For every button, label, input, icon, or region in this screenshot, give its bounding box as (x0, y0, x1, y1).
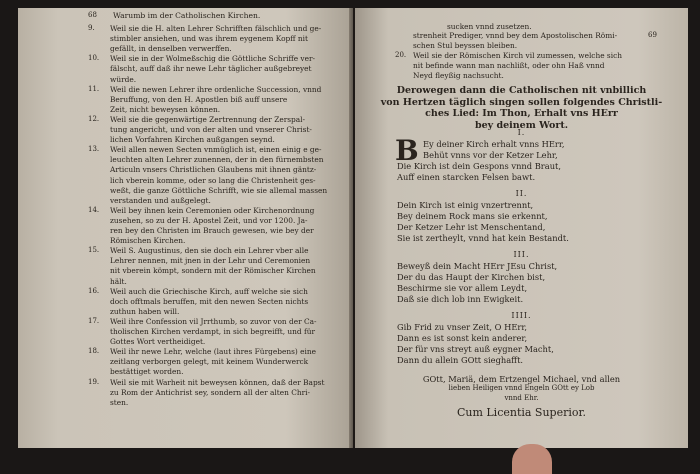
song-heading-line: Derowegen dann die Catholischen nit vnbillich (396, 85, 647, 96)
verse-line: Gib Frid zu vnser Zeit, O HErr, (397, 322, 528, 332)
item-number: 10. (88, 54, 100, 63)
thumb (512, 444, 552, 474)
text-line: Gottes Wort vertheidiget. (110, 337, 206, 347)
text-line: leuchten alten Lehrer zunennen, der in den fürnembsten (110, 155, 324, 165)
verse-line: Der für vns streyt auß eygner Macht, (397, 344, 554, 354)
item-number: 9. (88, 24, 95, 32)
verse-line: Der Ketzer Lehr ist Menschentand, (397, 222, 546, 232)
text-line: Weil sie in der Wolmeßschig die Göttliche Schriffe ver- (110, 54, 316, 64)
song-heading-line: bey deinem Wort. (474, 119, 569, 131)
item-number: 13. (88, 145, 100, 154)
verse-line: Bey deinem Rock mans sie erkennt, (397, 211, 548, 221)
item-number: 17. (88, 316, 100, 325)
text-line: Weil sie die H. alten Lehrer Schrifften fälschlich und ge- (110, 24, 322, 33)
text-line: ren bey den Christen im Brauch gewesen, wie bey der (110, 226, 314, 235)
text-line: strenheit Prediger, vnnd bey dem Apostolischen Römi- (413, 31, 618, 40)
stanza-numeral: I. (517, 128, 526, 137)
verse-line: Dein Kirch ist einig vnzertrennt, (397, 200, 534, 210)
song-heading-line: von Hertzen täglich singen sollen folgendes Christli- (380, 96, 663, 108)
text-line: verstanden und außgelegt. (110, 195, 211, 205)
text-line: Weil bey ihnen kein Ceremonien oder Kirchenordnung (110, 205, 315, 215)
verse-line: Beweyß dein Macht HErr JEsu Christ, (397, 261, 558, 271)
item-number: 12. (88, 114, 100, 123)
text-line: Weil allen newen Secten vnmüglich ist, einen einig e ge- (110, 145, 322, 155)
text-line: hält. (110, 276, 127, 286)
song-heading-line: ches Lied: Im Thon, Erhalt vns HErr (425, 108, 618, 119)
verse-line: Dann du allein GOtt sieghafft. (397, 355, 524, 365)
text-line: würde. (110, 74, 137, 84)
text-line: zusehen, so zu der H. Apostel Zeit, und vor 1200. Ja- (110, 215, 308, 225)
text-line: Weil ihre Confession vil Jrrthumb, so zuvor von der Ca- (110, 316, 317, 326)
page-number-left: 68 (88, 11, 97, 19)
running-header-left: Warumb im der Catholischen Kirchen. (113, 11, 261, 20)
text-line: Weil S. Augustinus, den sie doch ein Lehrer vber alle (110, 246, 309, 256)
text-line: gefällt, in denselben verwerffen. (110, 44, 232, 54)
drop-cap: B (395, 134, 419, 167)
text-line: nit befinde wann man nachlißt, oder ohn Haß vnnd (413, 61, 605, 70)
item-number: 18. (88, 347, 100, 356)
verse-line: Der du das Haupt der Kirchen bist, (397, 272, 546, 282)
text-line: Weil die newen Lehrer ihre ordenliche Succession, vnnd (110, 84, 322, 94)
license-line: Cum Licentia Superior. (456, 406, 587, 419)
text-line: Articuln vnsers Christlichen Glaubens mit ihnen gäntz- (110, 165, 317, 175)
item-number: 15. (88, 246, 100, 255)
stanza-numeral: II. (515, 189, 528, 198)
verse-line: Daß sie dich lob inn Ewigkeit. (397, 294, 524, 304)
open-book (18, 8, 688, 460)
text-line: Weil auch die Griechische Kirch, auff welche sie sich (110, 286, 308, 296)
verse-line: Ey deiner Kirch erhalt vnns HErr, (423, 139, 565, 149)
text-line: lichen Vorfahren Kirchen außgangen seynd. (110, 135, 275, 145)
doxology-line: vnnd Ehr. (504, 394, 539, 402)
item-number: 20. (395, 51, 407, 59)
text-line: zeitlang verborgen gelegt, mit keinem Wunderwerck (110, 357, 309, 367)
doxology-line: GOtt, Mariä, dem Ertzengel Michael, vnd allen (422, 374, 621, 384)
text-line: Weil sie die gegenwärtige Zertrennung der Zerspal- (110, 114, 306, 124)
item-number: 14. (88, 205, 100, 214)
text-line: sten. (110, 397, 129, 407)
text-line: Römischen Kirchen. (110, 236, 186, 246)
text-line: bestättiget worden. (110, 367, 184, 377)
left-page (18, 8, 353, 448)
stanza-numeral: IIII. (511, 311, 532, 320)
page-number-right: 69 (648, 31, 657, 39)
text-line: Weil sie der Römischen Kirch vil zumessen, welche sich (413, 51, 622, 60)
verse-line: Beschirme sie vor allem Leydt, (397, 283, 528, 293)
doxology-line: lieben Heiligen vnnd Engeln GOtt ey Lob (448, 384, 595, 392)
verse-line: Behüt vnns vor der Ketzer Lehr, (423, 150, 558, 160)
stanza-numeral: III. (513, 250, 530, 259)
text-line: weßt, die ganze Göttliche Schrifft, wie sie allemal massen (110, 185, 328, 195)
verse-line: Sie ist zertheylt, vnnd hat kein Bestandt. (397, 233, 569, 243)
item-number: 19. (88, 377, 100, 386)
verse-line: Auff einen starcken Felsen bawt. (397, 172, 536, 182)
text-line: schen Stul beyssen bleiben. (413, 41, 518, 50)
text-line: nit vberein kömpt, sondern mit der Römischer Kirchen (110, 266, 316, 276)
text-line: Lehrer nennen, mit jnen in der Lehr und Ceremonien (110, 256, 311, 266)
item-number: 16. (88, 286, 100, 295)
text-line: Neyd fleyßig nachsucht. (413, 71, 504, 80)
text-line: fälscht, auff daß ihr newe Lehr täglicher außgebreyet (110, 64, 312, 74)
text-line: Weil ihr newe Lehr, welche (laut ihres Fürgebens) eine (110, 347, 316, 357)
text-line: stimbler ansiehen, und was ihrem eygenem Kopff nit (110, 34, 308, 44)
text-line: zuthun haben will. (110, 306, 180, 316)
item-number: 11. (88, 84, 100, 93)
text-line: lich vberein komme, oder so lang die Christenheit ges- (110, 175, 316, 185)
text-line: Beruffung, von den H. Apostlen biß auff unsere (110, 94, 288, 104)
verse-line: Die Kirch ist dein Gespons vnnd Braut, (397, 161, 562, 171)
right-page (355, 8, 688, 448)
text-line: Zeit, nicht beweysen können. (110, 104, 221, 114)
text-line: zu Rom der Antichrist sey, sondern all der alten Chri- (110, 387, 311, 397)
text-line: Weil sie mit Warheit nit beweysen können, daß der Bapst (110, 377, 325, 387)
text-line: doch offtmals beruffen, mit den newen Secten nichts (110, 296, 309, 306)
text-line: sucken vnnd zusetzen. (447, 22, 532, 31)
text-line: tholischen Kirchen verdampt, in sich begreifft, und für (110, 327, 316, 336)
text-line: tung angericht, und von der alten und vnserer Christ- (110, 125, 312, 134)
verse-line: Dann es ist sonst kein anderer, (397, 333, 528, 343)
